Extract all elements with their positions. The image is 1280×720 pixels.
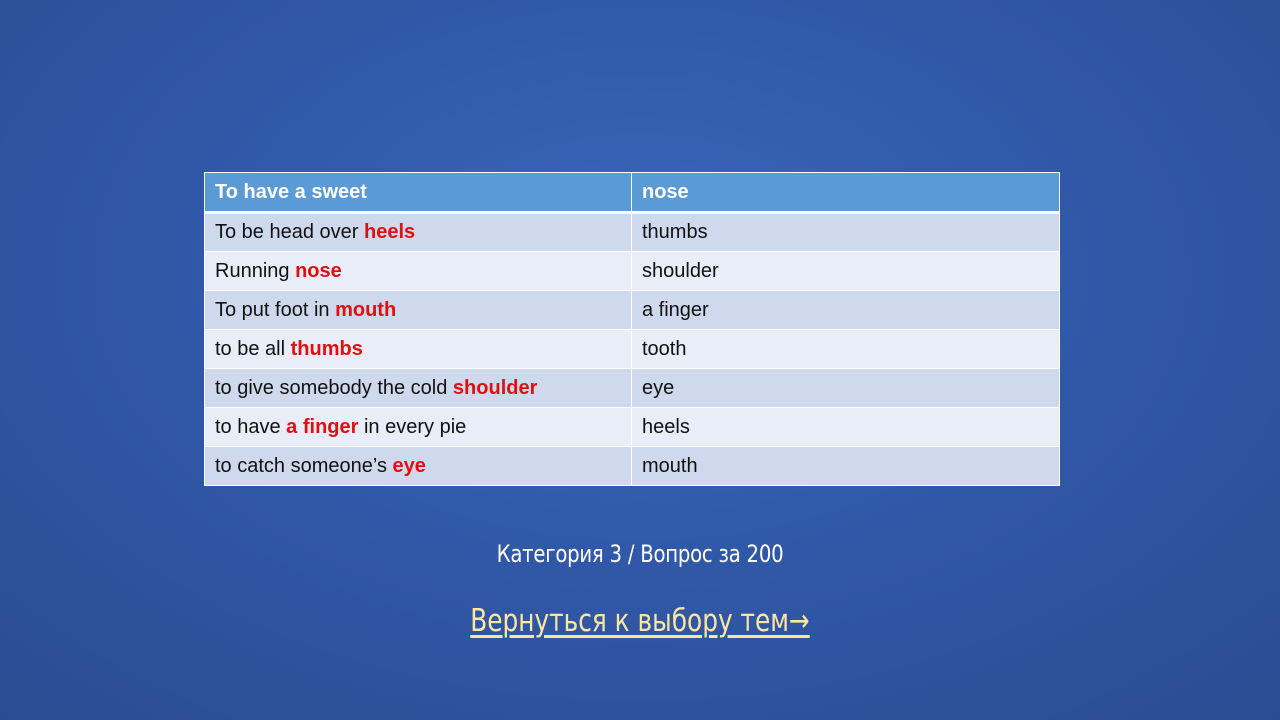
idiom-cell xyxy=(205,369,632,408)
idiom-highlight: shoulder xyxy=(452,376,538,399)
idiom-text: To put foot in xyxy=(215,298,336,321)
idiom-highlight: mouth xyxy=(335,298,397,321)
answer-cell: shoulder xyxy=(632,252,1060,291)
answer-cell: tooth xyxy=(632,330,1060,369)
idiom-cell xyxy=(205,291,632,330)
table-row xyxy=(205,408,1060,447)
table-row xyxy=(205,369,1060,408)
idiom-cell xyxy=(205,408,632,447)
back-to-topics-container xyxy=(128,603,1152,639)
idiom-highlight: eye xyxy=(392,454,426,477)
table-row xyxy=(205,291,1060,330)
table-row xyxy=(205,447,1060,486)
answer-cell: a finger xyxy=(632,291,1060,330)
idiom-highlight: thumbs xyxy=(290,337,363,360)
idiom-text: to catch someone’s xyxy=(215,454,393,477)
answer-cell: heels xyxy=(632,408,1060,447)
answer-cell: thumbs xyxy=(632,213,1060,252)
idiom-highlight: nose xyxy=(295,259,342,282)
answer-cell: eye xyxy=(632,369,1060,408)
table-row xyxy=(205,252,1060,291)
idiom-highlight: a finger xyxy=(286,415,359,438)
table-row xyxy=(205,330,1060,369)
table-header-left: To have a sweet xyxy=(205,173,632,213)
idiom-text: to have xyxy=(215,415,287,438)
idioms-table xyxy=(204,172,1060,486)
back-to-topics-link[interactable]: Вернуться к выбору тем→ xyxy=(470,603,810,639)
idiom-text-after: in every pie xyxy=(358,415,467,438)
category-caption: Категория 3 / Вопрос за 200 xyxy=(496,540,784,568)
idiom-cell xyxy=(205,447,632,486)
table-row xyxy=(205,213,1060,252)
idiom-highlight: heels xyxy=(364,221,416,243)
table-header-right: nose xyxy=(632,173,1060,213)
idiom-cell xyxy=(205,213,632,252)
idiom-text: Running xyxy=(215,259,296,282)
idiom-text: To be head over xyxy=(215,221,364,243)
idiom-text: to give somebody the cold xyxy=(215,376,453,399)
idiom-cell xyxy=(205,252,632,291)
idiom-cell xyxy=(205,330,632,369)
table-header-row xyxy=(205,173,1060,213)
answer-cell: mouth xyxy=(632,447,1060,486)
idiom-text: to be all xyxy=(215,337,291,360)
